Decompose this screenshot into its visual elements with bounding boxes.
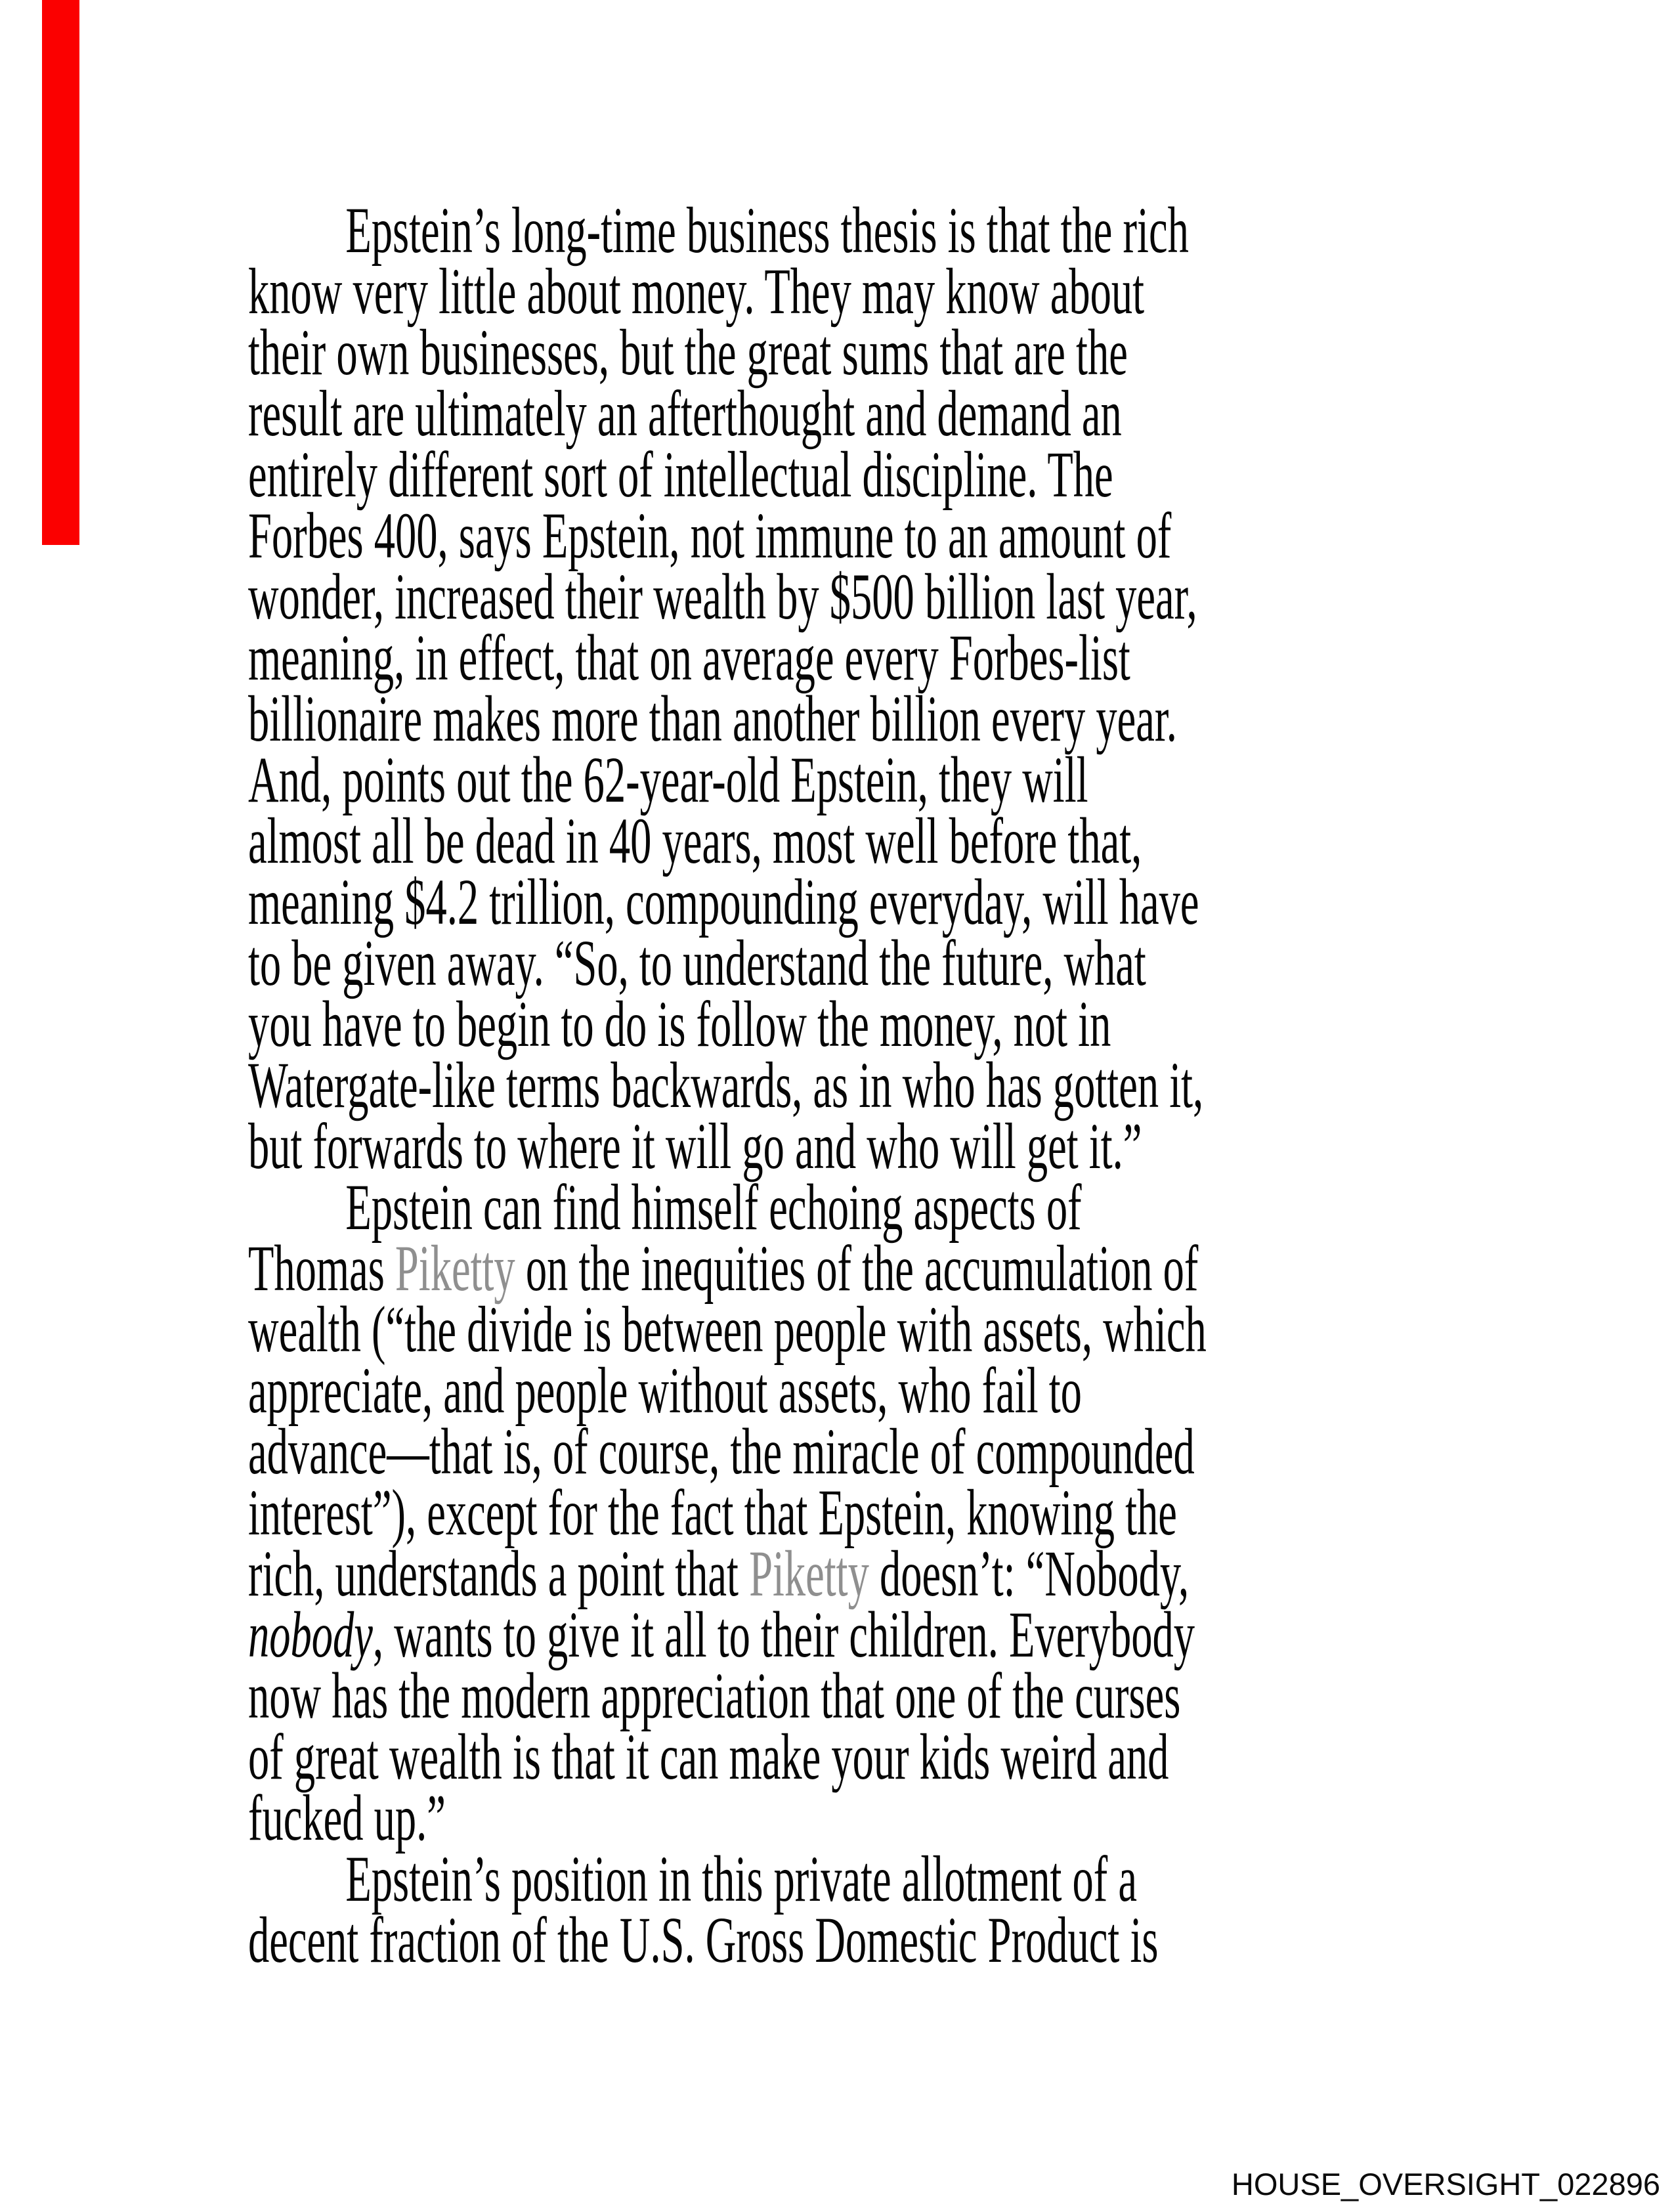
text-segment: wonder, increased their wealth by $500 billion last year, <box>248 560 1197 633</box>
text-segment: their own businesses, but the great sums that are the <box>248 316 1128 389</box>
text-segment: doesn’t: “Nobody, <box>869 1537 1190 1610</box>
gray-name-text: Piketty <box>749 1537 869 1610</box>
text-line <box>248 1110 1142 1182</box>
text-segment: Epstein’s long-time business thesis is that the rich <box>345 194 1189 267</box>
text-segment: of great wealth is that it can make your kids weird and <box>248 1720 1169 1793</box>
text-segment: rich, understands a point that <box>248 1537 750 1610</box>
text-line <box>248 1354 1082 1427</box>
text-segment: entirely different sort of intellectual discipline. The <box>248 438 1113 511</box>
text-segment: result are ultimately an afterthought and demand an <box>248 377 1122 450</box>
text-segment: now has the modern appreciation that one of the curses <box>248 1659 1181 1732</box>
text-line <box>248 621 1130 694</box>
text-segment: advance—that is, of course, the miracle of compounded <box>248 1415 1195 1488</box>
text-line <box>248 377 1122 450</box>
text-segment: Forbes 400, says Epstein, not immune to an amount of <box>248 499 1172 572</box>
text-segment: wealth (“the divide is between people with assets, which <box>248 1293 1207 1366</box>
text-segment: , wants to give it all to their children. Everybody <box>372 1598 1195 1671</box>
text-line <box>248 682 1177 755</box>
red-margin-bar <box>42 0 79 545</box>
text-segment: you have to begin to do is follow the money, not in <box>248 987 1111 1060</box>
text-segment: know very little about money. They may know about <box>248 255 1144 328</box>
text-line <box>248 1293 1207 1366</box>
text-line <box>248 194 1189 267</box>
text-segment: to be given away. “So, to understand the future, what <box>248 926 1146 999</box>
text-line <box>248 804 1142 877</box>
text-segment: appreciate, and people without assets, who fail to <box>248 1354 1082 1427</box>
text-segment: decent fraction of the U.S. Gross Domestic Product is <box>248 1903 1159 1976</box>
text-segment: nobody <box>248 1598 373 1671</box>
text-line <box>248 1537 1190 1610</box>
text-line <box>248 1415 1195 1488</box>
gray-name-text: Piketty <box>395 1232 515 1305</box>
text-line <box>248 1659 1181 1732</box>
text-line <box>248 1720 1169 1793</box>
text-line <box>248 1049 1204 1121</box>
text-line <box>248 926 1146 999</box>
text-line <box>248 1171 1082 1244</box>
text-segment: meaning $4.2 trillion, compounding everyday, will have <box>248 865 1199 938</box>
text-segment: Watergate-like terms backwards, as in who has gotten it, <box>248 1049 1204 1121</box>
text-line <box>248 1476 1177 1549</box>
text-segment: And, points out the 62-year-old Epstein, they will <box>248 743 1088 816</box>
text-line <box>248 1232 1199 1305</box>
text-line <box>248 1842 1137 1915</box>
text-segment: but forwards to where it will go and who will get it.” <box>248 1110 1142 1182</box>
text-line <box>248 499 1172 572</box>
text-segment: billionaire makes more than another billion every year. <box>248 682 1177 755</box>
text-segment: almost all be dead in 40 years, most well before that, <box>248 804 1142 877</box>
text-line <box>248 1598 1195 1671</box>
text-line <box>248 865 1199 938</box>
document-body-text <box>248 194 1430 1976</box>
text-line <box>248 255 1144 328</box>
text-segment: fucked up.” <box>248 1781 446 1854</box>
text-line <box>248 316 1128 389</box>
text-line <box>248 560 1197 633</box>
text-line <box>248 987 1111 1060</box>
text-segment: Thomas <box>248 1232 395 1305</box>
text-segment: meaning, in effect, that on average every Forbes-list <box>248 621 1130 694</box>
text-line <box>248 1781 1010 1854</box>
text-line <box>248 743 1088 816</box>
text-segment: interest”), except for the fact that Epstein, knowing the <box>248 1476 1177 1549</box>
text-segment: Epstein’s position in this private allotment of a <box>345 1842 1137 1915</box>
bates-number-label: HOUSE_OVERSIGHT_022896 <box>1231 2167 1660 2201</box>
text-line <box>248 438 1113 511</box>
text-segment: Epstein can find himself echoing aspects of <box>345 1171 1082 1244</box>
text-segment: on the inequities of the accumulation of <box>515 1232 1199 1305</box>
text-line <box>248 1903 1159 1976</box>
